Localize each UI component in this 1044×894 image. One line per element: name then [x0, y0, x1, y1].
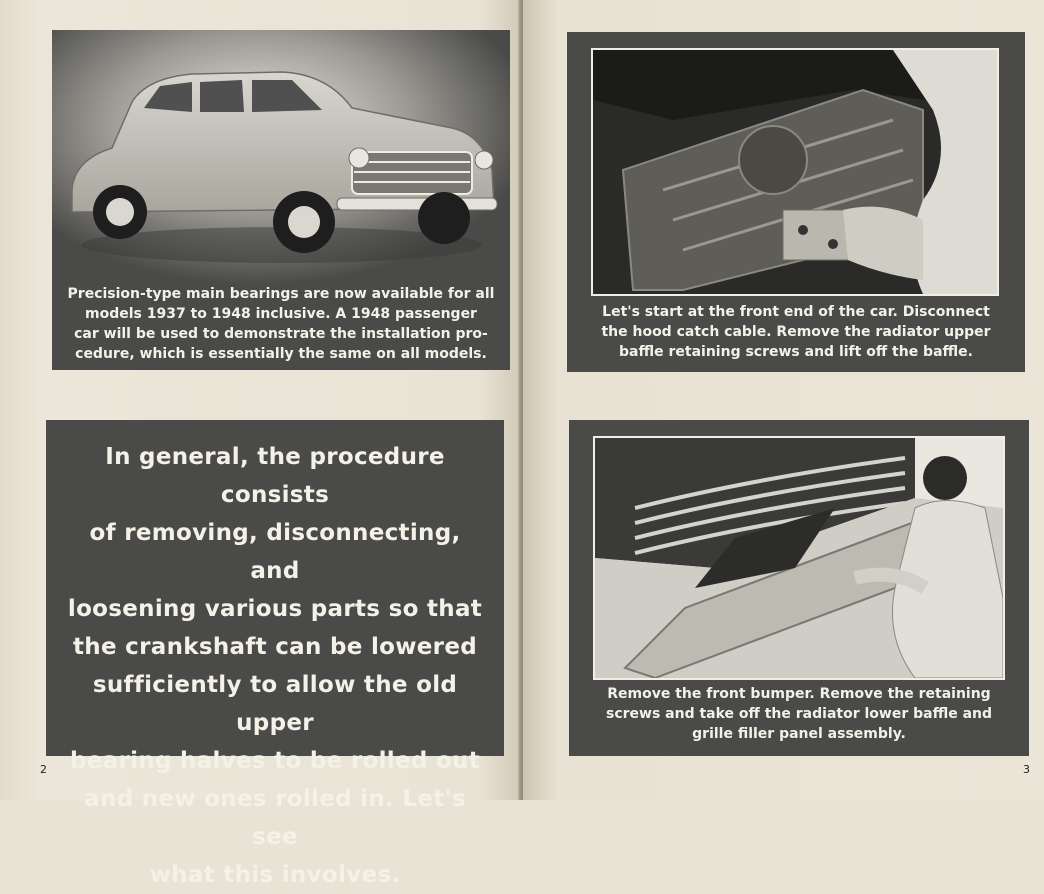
- left-page: [0, 0, 521, 888]
- front-bumper-caption: Remove the front bumper. Remove the retaining screws and take off the radiator lower baffle and grille filler panel assembly.: [605, 686, 993, 742]
- page-number-left: 2: [40, 763, 47, 776]
- car-photo-caption: Precision-type main bearings are now available for all models 1937 to 1948 inclusive. A 1948 passenger car will be used to demonstrate the installation pro- cedure, which is essentially the same on all models.: [67, 286, 495, 362]
- procedure-overview-text: In general, the procedure consists of removing, disconnecting, and loosening various parts so that the crankshaft can be lowered sufficiently to allow the old upper bearing halves to be rolled out and new ones rolled in. Let's see what this involves.: [67, 444, 483, 888]
- car-photo-panel: [52, 30, 510, 370]
- front-bumper-photo: [593, 436, 1005, 680]
- page-number-right: 3: [1023, 763, 1030, 776]
- radiator-baffle-panel: [567, 32, 1025, 372]
- radiator-baffle-photo: [591, 48, 999, 296]
- procedure-overview-panel: [46, 420, 504, 888]
- right-page: [523, 0, 1044, 800]
- car-photo: [52, 30, 510, 298]
- radiator-baffle-caption: Let's start at the front end of the car. Disconnect the hood catch cable. Remove the radiator upper baffle retaining screws and lift off the baffle.: [601, 304, 991, 360]
- front-bumper-panel: [569, 420, 1029, 756]
